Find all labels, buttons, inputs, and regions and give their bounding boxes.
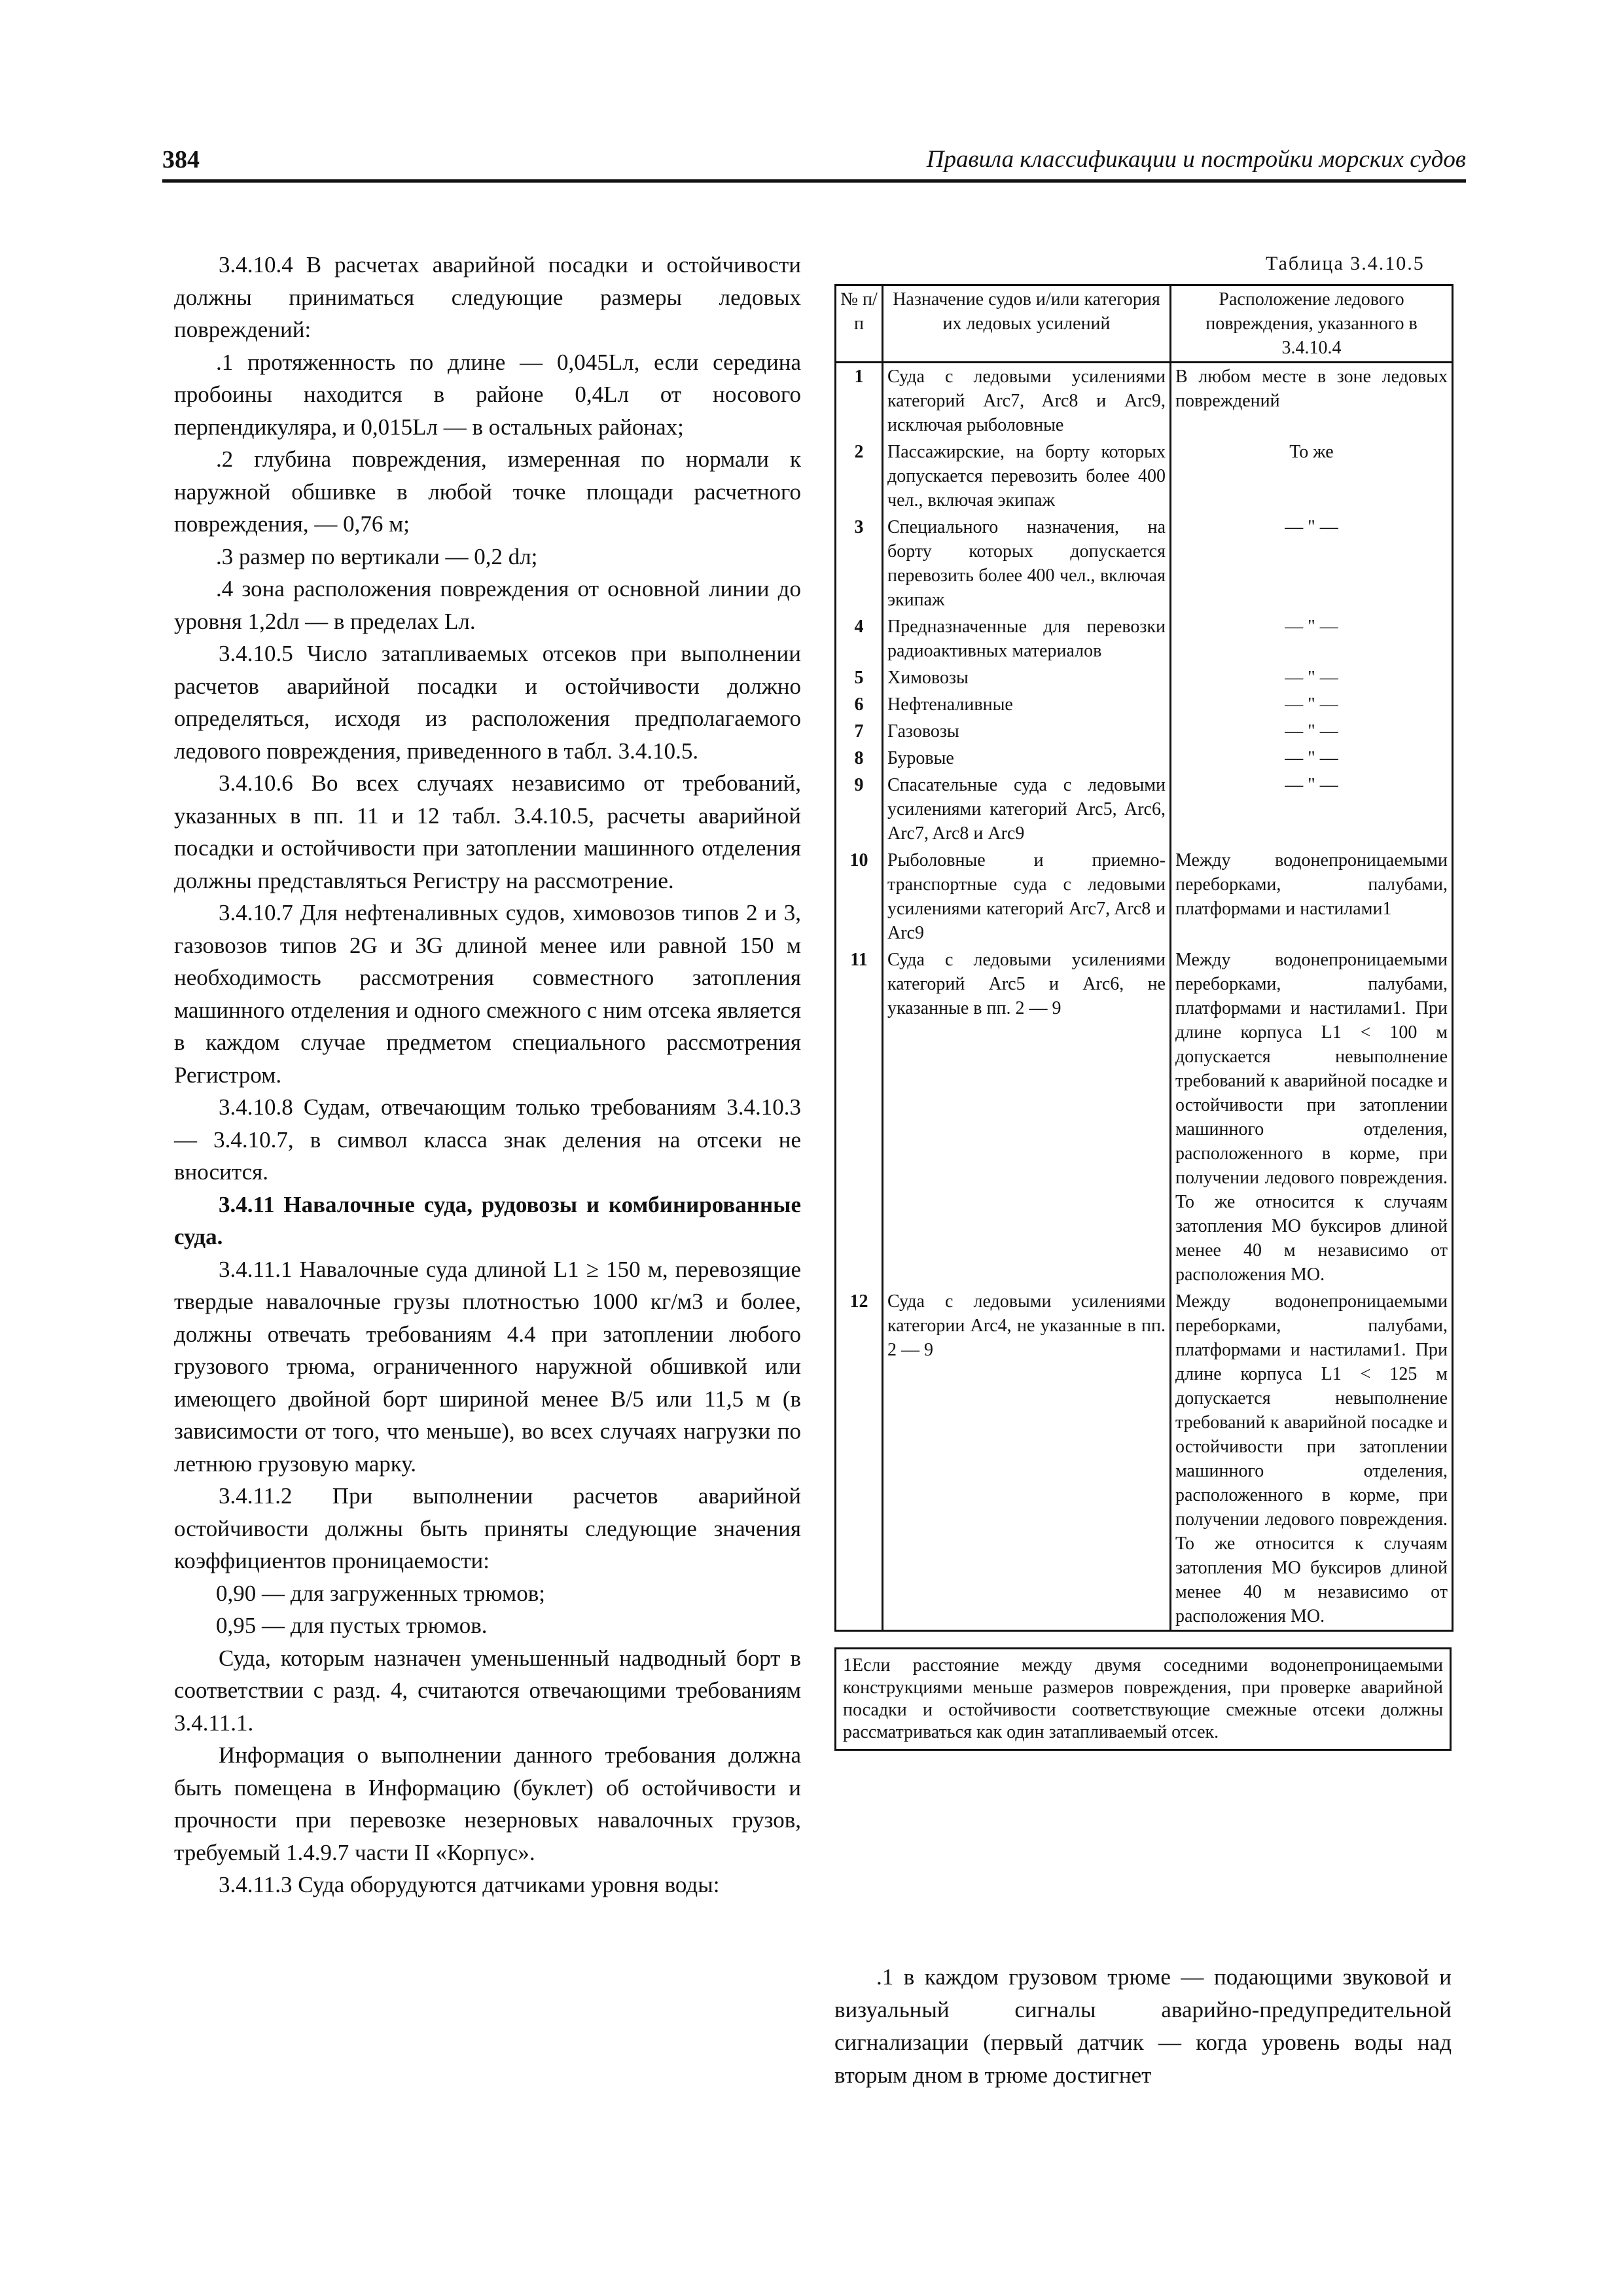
table-row — [836, 718, 1453, 745]
list-item-4: .4 зона расположения повреждения от основной линии до уровня 1,2dл — в пределах Lл. — [174, 576, 801, 634]
row-purpose: Химовозы — [883, 664, 1171, 691]
row-number: 8 — [836, 745, 883, 772]
table-row — [836, 946, 1453, 1288]
row-number: 12 — [836, 1288, 883, 1631]
paragraph-3-4-11-1: 3.4.11.1 Навалочные суда длиной L1 ≥ 150 м, перевозящие твердые навалочные грузы плотностью 1000 кг/м3 и более, должны отвечать требованиям 4.4 при затоплении любого грузового трюма, ограниченного наружной обшивкой или имеющего двойной борт шириной менее B/5 или 11,5 м (в зависимости от того, что меньше), во всех случаях нагрузки по летнюю грузовую марку. — [174, 1256, 801, 1477]
row-purpose: Нефтеналивные — [883, 691, 1171, 718]
permeability-empty: 0,95 — для пустых трюмов. — [216, 1613, 488, 1638]
row-purpose: Суда с ледовыми усилениями категорий Arc7, Arc8 и Arc9, исключая рыболовные — [883, 363, 1171, 439]
row-number: 9 — [836, 772, 883, 847]
row-location: — " — — [1171, 664, 1453, 691]
table-row — [836, 613, 1453, 664]
table-row — [836, 439, 1453, 514]
table-row — [836, 664, 1453, 691]
row-location: В любом месте в зоне ледовых повреждений — [1171, 363, 1453, 439]
row-number: 1 — [836, 363, 883, 439]
running-title: Правила классификации и постройки морских судов — [926, 146, 1466, 173]
row-location: — " — — [1171, 745, 1453, 772]
row-purpose: Специального назначения, на борту которых допускается перевозить более 400 чел., включая экипаж — [883, 514, 1171, 613]
table-row — [836, 691, 1453, 718]
row-location: То же — [1171, 439, 1453, 514]
row-number: 3 — [836, 514, 883, 613]
table-row — [836, 1288, 1453, 1631]
table-row — [836, 363, 1453, 439]
table-row — [836, 514, 1453, 613]
table-footnote: 1Если расстояние между двумя соседними водонепроницаемыми конструкциями меньше размеров повреждения, при проверке аварийной посадки и остойчивости соответствующие смежные отсеки должны рассматриваться как один затапливаемый отсек. — [834, 1647, 1452, 1751]
paragraph-sensor-1: .1 в каждом грузовом трюме — подающими звуковой и визуальный сигналы аварийно-предупредительной сигнализации (первый датчик — когда уровень воды над вторым дном в трюме достигнет — [834, 1964, 1452, 2088]
row-purpose: Предназначенные для перевозки радиоактивных материалов — [883, 613, 1171, 664]
row-purpose: Газовозы — [883, 718, 1171, 745]
row-number: 10 — [836, 847, 883, 946]
header-location: Расположение ледового повреждения, указанного в 3.4.10.4 — [1171, 285, 1453, 363]
row-location: — " — — [1171, 613, 1453, 664]
list-item-3: .3 размер по вертикали — 0,2 dл; — [216, 543, 538, 569]
row-purpose: Спасательные суда с ледовыми усилениями категорий Arc5, Arc6, Arc7, Arc8 и Arc9 — [883, 772, 1171, 847]
list-item-1: .1 протяженность по длине — 0,045Lл, если середина пробоины находится в районе 0,4Lл от носового перпендикуляра, и 0,015Lл — в остальных районах; — [174, 349, 801, 440]
table-header-row — [836, 285, 1453, 363]
table-row — [836, 745, 1453, 772]
row-number: 7 — [836, 718, 883, 745]
row-purpose: Пассажирские, на борту которых допускается перевозить более 400 чел., включая экипаж — [883, 439, 1171, 514]
row-location: — " — — [1171, 718, 1453, 745]
table-row — [836, 847, 1453, 946]
row-location: — " — — [1171, 772, 1453, 847]
paragraph-information-booklet: Информация о выполнении данного требования должна быть помещена в Информацию (буклет) об остойчивости и прочности при перевозке незерновых навалочных грузов, требуемый 1.4.9.7 части II «Корпус». — [174, 1742, 801, 1865]
list-item-2: .2 глубина повреждения, измеренная по нормали к наружной обшивке в любой точке площади расчетного повреждения, — 0,76 м; — [174, 446, 801, 537]
paragraph-3-4-10-6: 3.4.10.6 Во всех случаях независимо от требований, указанных в пп. 11 и 12 табл. 3.4.10.5, расчеты аварийной посадки и остойчивости при затоплении машинного отделения должны представляться Регистру на рассмотрение. — [174, 770, 801, 893]
paragraph-3-4-10-8: 3.4.10.8 Судам, отвечающим только требованиям 3.4.10.3 — 3.4.10.7, в символ класса знак деления на отсеки не вносится. — [174, 1094, 801, 1185]
left-column — [174, 249, 801, 1901]
row-location: Между водонепроницаемыми переборками, палубами, платформами и настилами1. При длине корпуса L1 < 125 м допускается невыполнение требований к аварийной посадке и остойчивости при затоплении машинного отделения, расположенного в корме, при получении ледового повреждения. То же относится к случаям затопления МО буксиров длиной менее 40 м независимо от расположения МО. — [1171, 1288, 1453, 1631]
table-row — [836, 772, 1453, 847]
table-caption: Таблица 3.4.10.5 — [1266, 253, 1425, 274]
row-location: Между водонепроницаемыми переборками, палубами, платформами и настилами1. При длине корпуса L1 < 100 м допускается невыполнение требований к аварийной посадке и остойчивости при затоплении машинного отделения, расположенного в корме, при получении ледового повреждения. То же относится к случаям затопления МО буксиров длиной менее 40 м независимо от расположения МО. — [1171, 946, 1453, 1288]
right-column-text — [834, 1961, 1452, 2092]
section-heading-3-4-11: 3.4.11 Навалочные суда, рудовозы и комбинированные суда. — [174, 1191, 801, 1249]
row-number: 2 — [836, 439, 883, 514]
table-3-4-10-5 — [834, 284, 1452, 1751]
row-number: 11 — [836, 946, 883, 1288]
paragraph-3-4-11-2: 3.4.11.2 При выполнении расчетов аварийной остойчивости должны быть приняты следующие значения коэффициентов проницаемости: — [174, 1483, 801, 1573]
paragraph-3-4-10-7: 3.4.10.7 Для нефтеналивных судов, химовозов типов 2 и 3, газовозов типов 2G и 3G длиной менее или равной 150 м необходимость рассмотрения совместного затопления машинного отделения и одного смежного с ним отсека является в каждом случае предметом специального рассмотрения Регистром. — [174, 900, 801, 1088]
row-location: — " — — [1171, 514, 1453, 613]
row-location: — " — — [1171, 691, 1453, 718]
paragraph-3-4-10-4: 3.4.10.4 В расчетах аварийной посадки и остойчивости должны приниматься следующие размеры ледовых повреждений: — [174, 252, 801, 342]
row-number: 6 — [836, 691, 883, 718]
row-number: 4 — [836, 613, 883, 664]
row-purpose: Рыболовные и приемно-транспортные суда с ледовыми усилениями категорий Arc7, Arc8 и Arc9 — [883, 847, 1171, 946]
permeability-loaded: 0,90 — для загруженных трюмов; — [216, 1580, 545, 1606]
row-number: 5 — [836, 664, 883, 691]
row-location: Между водонепроницаемыми переборками, палубами, платформами и настилами1 — [1171, 847, 1453, 946]
row-purpose: Буровые — [883, 745, 1171, 772]
paragraph-reduced-freeboard: Суда, которым назначен уменьшенный надводный борт в соответствии с разд. 4, считаются отвечающими требованиям 3.4.11.1. — [174, 1645, 801, 1736]
paragraph-3-4-10-5: 3.4.10.5 Число затапливаемых отсеков при выполнении расчетов аварийной посадки и остойчивости должно определяться, исходя из расположения предполагаемого ледового повреждения, приведенного в табл. 3.4.10.5. — [174, 641, 801, 764]
row-purpose: Суда с ледовыми усилениями категорий Arc5 и Arc6, не указанные в пп. 2 — 9 — [883, 946, 1171, 1288]
damage-location-table — [834, 284, 1454, 1632]
page-number: 384 — [162, 146, 200, 173]
row-purpose: Суда с ледовыми усилениями категории Arc4, не указанные в пп. 2 — 9 — [883, 1288, 1171, 1631]
page-header — [162, 145, 1466, 185]
header-rule — [162, 179, 1466, 183]
header-purpose: Назначение судов и/или категория их ледовых усилений — [883, 285, 1171, 363]
header-number: № п/п — [836, 285, 883, 363]
paragraph-3-4-11-3: 3.4.11.3 Суда оборудуются датчиками уровня воды: — [219, 1872, 720, 1897]
